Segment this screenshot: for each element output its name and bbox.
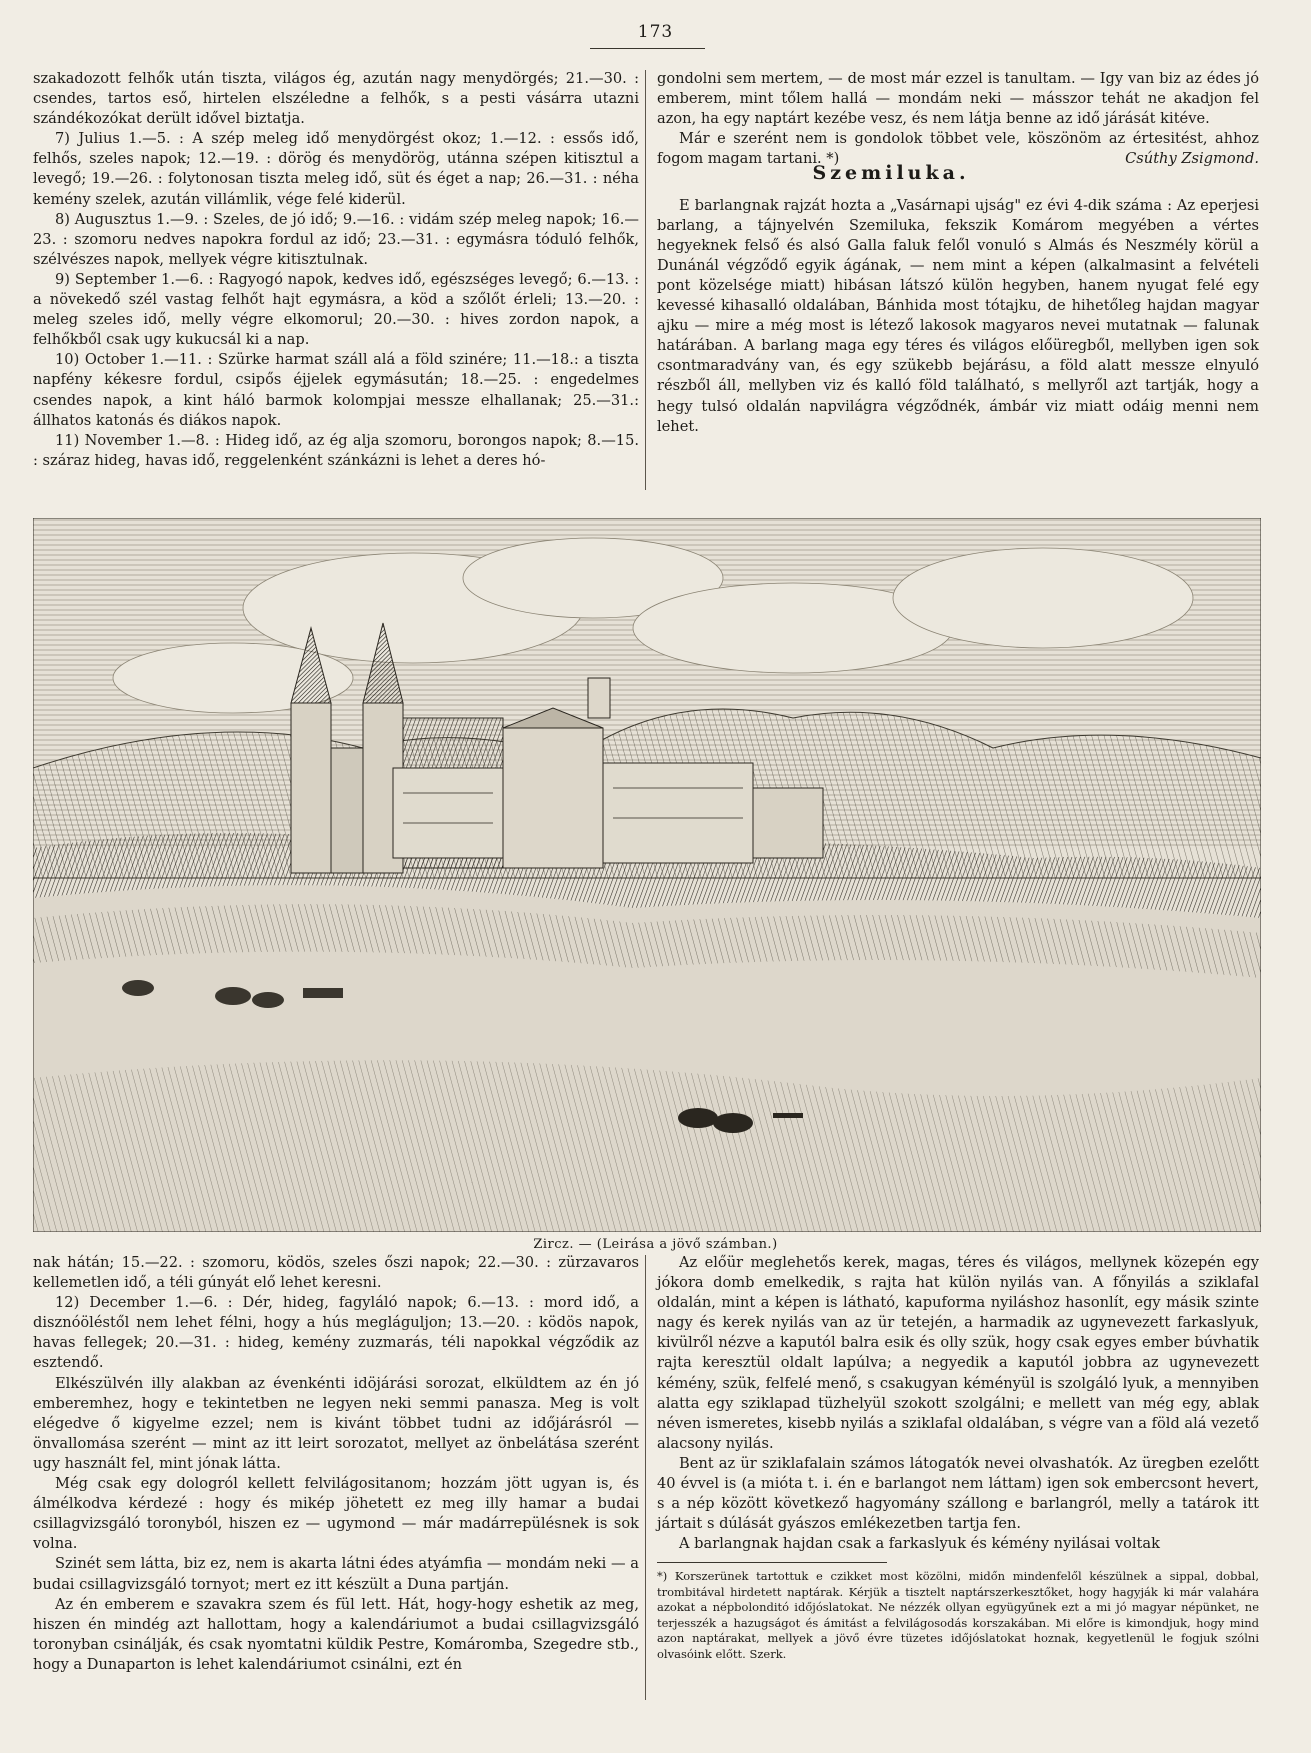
paragraph: 7) Julius 1.—5. : A szép meleg idő menydörgést okoz; 1.—12. : essős idő, felhős, szeles napok; 12.—19. : dörög és menydörög, utánna szépen kitisztul a levegő; 19.—26. : folytonosan tiszta meleg idő, süt és éget a nap; 26.—31. : néha kemény szelek, azután villámlik, vége felé kiderül. (33, 130, 639, 208)
paragraph: 9) September 1.—6. : Ragyogó napok, kedves idő, egészséges levegő; 6.—13. : a növekedő szél vastag felhőt hajt egymásra, a köd a szőlőt érleli; 13.—20. : meleg szeles idő, melly végre elkomorul; 20.—30. : hives zordon napok, a felhőkből csak ugy kukucsál ki a nap. (33, 270, 639, 349)
engraving-illustration (33, 518, 1261, 1232)
paragraph: 10) October 1.—11. : Szürke harmat száll alá a föld szinére; 11.—18.: a tiszta napfény kékesre fordul, csipős éjjelek egymásután; 18.—25. : engedelmes csendes napok, a kint háló barmok kolompjai messze elhallanak; 25.—31.: állhatos katonás és diákos napok. (33, 351, 639, 429)
paragraph: Bent az ür sziklafalain számos látogatók nevei olvashatók. Az üregben ezelőtt 40 évvel is (a mióta t. i. én e barlangot nem láttam) igen sok embercsont hevert, s a nép között következő hagyomány szállong e barlangról, melly a tatárok itt jártait s dúlását gyászos emlékezetben tartja fen. (657, 1454, 1259, 1533)
footnote: *) Korszerünek tartottuk e czikket most közölni, midőn mindenfelől készülnek a sippal, dobbal, trombitával hirdetett naptárak. Kérjük a tisztelt naptárszerkesztőket, hogy hagyják ki már valahára azokat a népbolonditó időjóslatokat. Ne nézzék ollyan együgyűnek ezt a mi jó magyar népünket, ne terjesszék a hazugságot és ámitást a felvilágosodás korszakában. Mi előre is kimondjuk, hogy mind azon naptárakat, mellyek a jövő évre tüzetes időjóslatokat hoznak, kegyetlenül le fogjuk szólni olvasóink előtt. Szerk. (657, 1569, 1259, 1661)
section-title: Szemiluka. (812, 162, 970, 185)
right-column-bottom (657, 1253, 1259, 1662)
paragraph: A barlangnak hajdan csak a farkaslyuk és kémény nyilásai voltak (679, 1535, 1160, 1553)
paragraph: Az én emberem e szavakra szem és fül lett. Hát, hogy-hogy eshetik az meg, hiszen én mindég azt hallottam, hogy a kalendáriumot a budai csillagvizsgáló toronyban csinálják, és csak nyomtatni küldik Pestre, Komáromba, Szegedre stb., hogy a Dunaparton is lehet kalendáriumot csinálni, ezt én (33, 1595, 639, 1673)
paragraph: nak hátán; 15.—22. : szomoru, ködös, szeles őszi napok; 22.—30. : zürzavaros kellemetlen idő, a téli gúnyát elő lehet keresni. (33, 1254, 639, 1292)
paragraph: Még csak egy dologról kellett felvilágositanom; hozzám jött ugyan is, és álmélkodva kérdezé : hogy és mikép jöhetett ez meg illy hamar a budai csillagvizsgáló toronyból, hiszen ez — ugymond — már madárrepülésnek is sok volna. (33, 1475, 639, 1553)
paragraph: 8) Augusztus 1.—9. : Szeles, de jó idő; 9.—16. : vidám szép meleg napok; 16.—23. : szomoru nedves napokra fordul az idő; 23.—31. : egymásra tóduló felhők, szélvészes napok, mellyek végre kitisztulnak. (33, 210, 639, 268)
left-column-bottom (33, 1253, 639, 1675)
paragraph: Elkészülvén illy alakban az évenkénti idöjárási sorozat, elküldtem az én jó emberemhez, hogy e tekintetben ne legyen neki semmi panasza. Meg is volt elégedve ő kigyelme ezzel; nem is kivánt többet tudni az időjárásról — önvallomása szerént — mint az itt leirt sorozatot, mellyet az önbelátása szerént ugy használt fel, mint jónak látta. (33, 1374, 639, 1472)
paragraph: E barlangnak rajzát hozta a „Vasárnapi ujság" ez évi 4-dik száma : Az eperjesi barlang, a tájnyelvén Szemiluka, fekszik Komárom megyében a vértes hegyeknek felső és alsó Galla faluk felől vonuló s Almás és Neszmély körül a Dunánál végződő egyik ágának, — nem mint a képen (alkalmasint a felvételi pont közelsége miatt) hibásan látszó külön hegyben, hanem nyugat felé egy kevessé kihasalló oldalában, Bánhida most tótajku, de hihetőleg hajdan magyar ajku — mire a még most is létező lakosok magyaros nevei mutatnak — falunak határában. A barlang maga egy téres és világos előüregből, mellyben igen sok csontmaradvány van, és egy szükebb bejárásu, a föld alatt messze elnyuló részből áll, mellyben viz és kalló föld található, s mellyről azt tartják, hogy a hegy tulsó oldalán napvilágra végződnék, ámbár viz miatt odáig menni nem lehet. (657, 196, 1259, 435)
column-divider (645, 70, 646, 490)
header-rule (590, 48, 705, 49)
page-number: 173 (637, 22, 674, 42)
paragraph: 12) December 1.—6. : Dér, hideg, fagyláló napok; 6.—13. : mord idő, a disznóöléstől nem lehet félni, hogy a hús megláguljon; 13.—20. : ködös napok, havas fellegek; 20.—31. : hideg, kemény zuzmarás, téli napokkal végződik az esztendő. (33, 1294, 639, 1372)
illustration-caption: Zircz. — (Leirása a jövő számban.) (533, 1237, 778, 1252)
paragraph: gondolni sem mertem, — de most már ezzel is tanultam. — Igy van biz az édes jó emberem, mint tőlem hallá — mondám neki — másszor tehát ne akadjon fel azon, ha egy naptárt kezébe vesz, és nem látja benne az idő járását kitéve. (657, 70, 1259, 128)
author-signature: Csúthy Zsigmond. (1125, 150, 1259, 168)
paragraph: Szinét sem látta, biz ez, nem is akarta látni édes atyámfia — mondám neki — a budai csillagvizsgáló tornyot; mert ez itt készült a Duna partján. (33, 1555, 639, 1593)
paragraph: 11) November 1.—8. : Hideg idő, az ég alja szomoru, borongos napok; 8.—15. : száraz hideg, havas idő, reggelenként szánkázni is lehet a deres hó- (33, 431, 639, 469)
paragraph: Már e szerént nem is gondolok többet vele, köszönöm az értesitést, ahhoz fogom magam tartani. *) (657, 130, 1259, 168)
footnote-rule (657, 1562, 887, 1563)
paragraph: szakadozott felhők után tiszta, világos ég, azután nagy menydörgés; 21.—30. : csendes, tartos eső, hirtelen elszéledne a felhők, s a pesti vásárra utazni szándékozókat derült idővel biztatja. (33, 70, 639, 128)
paragraph: Az előür meglehetős kerek, magas, téres és világos, mellynek közepén egy jókora domb emelkedik, s rajta hat külön nyilás van. A főnyilás a sziklafal oldalán, mint a képen is látható, kapuforma nyiláshoz hasonlít, egy másik szinte nagy és kerek nyilás van az ür tetején, a harmadik az ugynevezett farkaslyuk, kivülről nézve a kaputól balra esik és olly szük, hogy csak egyes ember búvhatik rajta keresztül oldalt lapúlva; a negyedik a kaputól jobbra az ugynevezett kémény, szük, felfelé menő, s csakugyan kéményül is szolgáló lyuk, a mennyiben alatta egy sziklapad tüzhelyül szokott szolgálni; e mellett van még egy, ablak néven ismeretes, kisebb nyilás a sziklafal oldalában, s végre van a föld alá vezető alacsony nyilás. (657, 1254, 1259, 1452)
column-divider (645, 1255, 646, 1700)
left-column-top (33, 69, 639, 471)
right-column-top (657, 69, 1259, 437)
